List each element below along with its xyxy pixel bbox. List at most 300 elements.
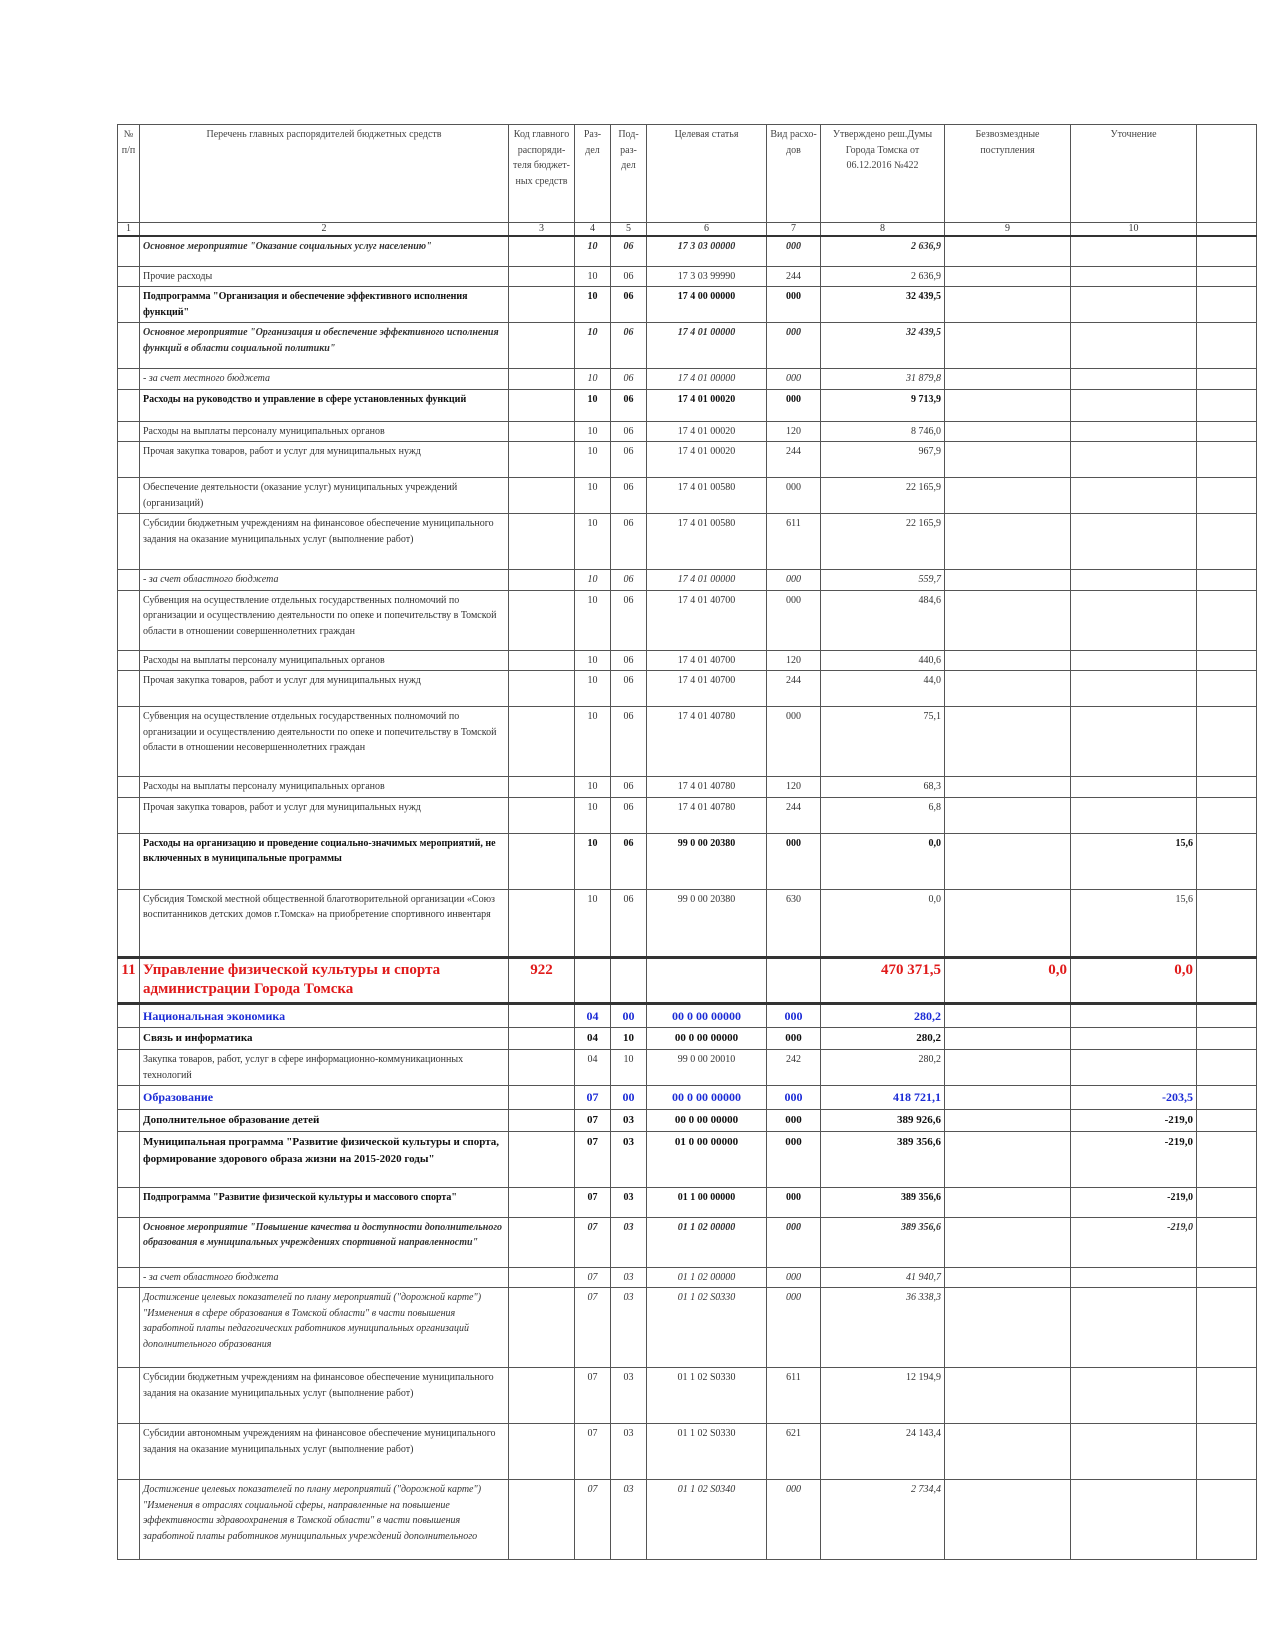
cell-cut [1197, 590, 1257, 650]
cell-num [118, 287, 140, 323]
table-row [118, 671, 1257, 707]
cell-adjust: -219,0 [1071, 1187, 1197, 1217]
cell-adjust [1071, 389, 1197, 421]
cell-cs: 00 0 00 00000 [647, 1028, 767, 1050]
cell-razdel: 07 [575, 1288, 611, 1368]
cell-gratis [945, 570, 1071, 591]
cell-num [118, 266, 140, 287]
cell-cs: 17 4 01 00000 [647, 570, 767, 591]
cell-gratis [945, 1368, 1071, 1424]
cell-vr: 120 [767, 421, 821, 442]
cell-num [118, 442, 140, 478]
cell-num [118, 1267, 140, 1288]
cell-code [509, 323, 575, 369]
cell-gratis [945, 889, 1071, 957]
cell-podrazdel: 03 [611, 1187, 647, 1217]
cell-cs: 17 4 01 00000 [647, 323, 767, 369]
cell-cs: 01 1 02 S0330 [647, 1424, 767, 1480]
cell-vr: 000 [767, 1109, 821, 1131]
cell-code [509, 421, 575, 442]
cell-approved: 44,0 [821, 671, 945, 707]
table-row [118, 369, 1257, 390]
cell-name: Муниципальная программа "Развитие физической культуры и спорта, формирование здорового образа жизни на 2015-2020 годы" [140, 1131, 509, 1187]
table-row [118, 389, 1257, 421]
cell-cs: 99 0 00 20010 [647, 1050, 767, 1086]
cell-cut [1197, 889, 1257, 957]
cell-adjust [1071, 266, 1197, 287]
cell-cut [1197, 369, 1257, 390]
table-row [118, 1424, 1257, 1480]
table-row [118, 287, 1257, 323]
cell-name: Прочие расходы [140, 266, 509, 287]
cell-name: Субсидии автономным учреждениям на финансовое обеспечение муниципального задания на оказание муниципальных услуг (выполнение работ) [140, 1424, 509, 1480]
cell-code [509, 1267, 575, 1288]
cell-razdel: 10 [575, 287, 611, 323]
cell-num [118, 236, 140, 266]
cell-adjust [1071, 570, 1197, 591]
cell-cs: 17 4 00 00000 [647, 287, 767, 323]
table-row [118, 1217, 1257, 1267]
cell-cut [1197, 287, 1257, 323]
cell-gratis [945, 389, 1071, 421]
table-row [118, 421, 1257, 442]
cell-razdel: 07 [575, 1368, 611, 1424]
cell-name: Субсидия Томской местной общественной благотворительной организации «Союз воспитанников детских домов г.Томска» на приобретение спортивного инвентаря [140, 889, 509, 957]
cell-adjust [1071, 797, 1197, 833]
cell-num [118, 590, 140, 650]
cell-gratis [945, 1288, 1071, 1368]
table-row [118, 1480, 1257, 1560]
cell-cs: 01 1 02 00000 [647, 1267, 767, 1288]
cell-adjust [1071, 369, 1197, 390]
cell-razdel: 10 [575, 797, 611, 833]
cell-podrazdel: 03 [611, 1288, 647, 1368]
cell-name: Достижение целевых показателей по плану мероприятий ("дорожной карте") "Изменения в сфере образования в Томской области" в части повышения заработной платы педагогических работников муниципальных организаций дополнительного образования [140, 1288, 509, 1368]
cell-razdel: 10 [575, 833, 611, 889]
cell-cs: 00 0 00 00000 [647, 1086, 767, 1110]
cell-cut [1197, 266, 1257, 287]
cell-razdel: 07 [575, 1424, 611, 1480]
cell-num [118, 707, 140, 777]
cell-approved: 75,1 [821, 707, 945, 777]
cell-vr: 000 [767, 707, 821, 777]
cell-cut [1197, 1187, 1257, 1217]
cell-num [118, 1003, 140, 1028]
cell-vr: 000 [767, 833, 821, 889]
cell-code: 922 [509, 957, 575, 1003]
cell-code [509, 650, 575, 671]
cell-cs: 17 4 01 40780 [647, 707, 767, 777]
cell-name: Субсидии бюджетным учреждениям на финансовое обеспечение муниципального задания на оказание муниципальных услуг (выполнение работ) [140, 1368, 509, 1424]
cell-razdel: 10 [575, 421, 611, 442]
cell-num [118, 1109, 140, 1131]
cell-approved: 559,7 [821, 570, 945, 591]
cell-cs: 17 4 01 40780 [647, 797, 767, 833]
cell-podrazdel: 06 [611, 797, 647, 833]
cell-cs: 17 4 01 00580 [647, 514, 767, 570]
cell-gratis [945, 1267, 1071, 1288]
cell-num [118, 1288, 140, 1368]
cell-podrazdel: 06 [611, 514, 647, 570]
cell-code [509, 514, 575, 570]
table-row [118, 777, 1257, 798]
table-row [118, 266, 1257, 287]
cell-approved: 2 636,9 [821, 266, 945, 287]
cell-code [509, 671, 575, 707]
cell-vr: 244 [767, 797, 821, 833]
cell-code [509, 287, 575, 323]
cell-vr: 244 [767, 671, 821, 707]
index-cell [1197, 223, 1257, 237]
cell-name: Достижение целевых показателей по плану мероприятий ("дорожной карте") "Изменения в отраслях социальной сферы, направленные на повышение эффективности здравоохранения в Томской области" в части повышения заработной платы работников муниципальных учреждений дополнительного [140, 1480, 509, 1560]
cell-adjust [1071, 287, 1197, 323]
cell-razdel: 07 [575, 1480, 611, 1560]
cell-name: Связь и информатика [140, 1028, 509, 1050]
table-row [118, 1109, 1257, 1131]
cell-adjust [1071, 1050, 1197, 1086]
cell-vr: 000 [767, 1086, 821, 1110]
cell-adjust [1071, 236, 1197, 266]
cell-cut [1197, 236, 1257, 266]
cell-cs: 17 3 03 99990 [647, 266, 767, 287]
cell-adjust [1071, 1028, 1197, 1050]
table-row [118, 957, 1257, 1003]
index-row [118, 223, 1257, 237]
cell-cut [1197, 1480, 1257, 1560]
cell-gratis [945, 707, 1071, 777]
cell-vr: 120 [767, 650, 821, 671]
cell-podrazdel: 03 [611, 1368, 647, 1424]
cell-code [509, 1368, 575, 1424]
cell-name: Основное мероприятие "Оказание социальных услуг населению" [140, 236, 509, 266]
cell-podrazdel: 03 [611, 1424, 647, 1480]
cell-code [509, 777, 575, 798]
cell-vr: 000 [767, 389, 821, 421]
cell-vr: 621 [767, 1424, 821, 1480]
cell-vr: 000 [767, 1187, 821, 1217]
cell-podrazdel: 06 [611, 777, 647, 798]
header-row [118, 125, 1257, 223]
cell-adjust: -219,0 [1071, 1131, 1197, 1187]
cell-adjust [1071, 514, 1197, 570]
cell-podrazdel: 06 [611, 590, 647, 650]
cell-num [118, 421, 140, 442]
cell-approved: 280,2 [821, 1003, 945, 1028]
cell-approved: 32 439,5 [821, 323, 945, 369]
cell-gratis [945, 1480, 1071, 1560]
cell-razdel: 10 [575, 369, 611, 390]
cell-podrazdel: 06 [611, 421, 647, 442]
cell-name: Субвенция на осуществление отдельных государственных полномочий по организации и осуществлению деятельности по опеке и попечительству в Томской области в отношении несовершеннолетних граждан [140, 707, 509, 777]
cell-vr: 000 [767, 287, 821, 323]
cell-gratis [945, 369, 1071, 390]
cell-approved: 470 371,5 [821, 957, 945, 1003]
cell-num [118, 889, 140, 957]
cell-gratis [945, 1131, 1071, 1187]
cell-podrazdel: 10 [611, 1050, 647, 1086]
table-row [118, 833, 1257, 889]
cell-approved: 389 356,6 [821, 1131, 945, 1187]
table-row [118, 707, 1257, 777]
cell-num [118, 797, 140, 833]
cell-gratis [945, 1187, 1071, 1217]
cell-adjust [1071, 478, 1197, 514]
cell-approved: 22 165,9 [821, 514, 945, 570]
header-podrazdel: Под-раз-дел [611, 125, 647, 223]
cell-podrazdel: 06 [611, 389, 647, 421]
cell-code [509, 266, 575, 287]
table-row [118, 570, 1257, 591]
cell-num [118, 1480, 140, 1560]
cell-vr: 630 [767, 889, 821, 957]
cell-cs: 17 4 01 00020 [647, 389, 767, 421]
cell-cs: 17 3 03 00000 [647, 236, 767, 266]
cell-code [509, 1003, 575, 1028]
cell-name: Прочая закупка товаров, работ и услуг для муниципальных нужд [140, 671, 509, 707]
cell-cs: 17 4 01 00000 [647, 369, 767, 390]
cell-code [509, 1480, 575, 1560]
cell-approved: 280,2 [821, 1050, 945, 1086]
cell-cut [1197, 514, 1257, 570]
cell-code [509, 1050, 575, 1086]
cell-num [118, 369, 140, 390]
cell-vr: 000 [767, 1003, 821, 1028]
cell-code [509, 478, 575, 514]
cell-podrazdel: 06 [611, 570, 647, 591]
cell-gratis [945, 442, 1071, 478]
cell-podrazdel: 06 [611, 442, 647, 478]
cell-code [509, 590, 575, 650]
cell-cut [1197, 323, 1257, 369]
cell-podrazdel: 06 [611, 671, 647, 707]
cell-adjust [1071, 1267, 1197, 1288]
cell-approved: 389 356,6 [821, 1217, 945, 1267]
cell-name: Основное мероприятие "Организация и обеспечение эффективного исполнения функций в области социальной политики" [140, 323, 509, 369]
cell-cut [1197, 442, 1257, 478]
cell-razdel: 10 [575, 478, 611, 514]
cell-approved: 36 338,3 [821, 1288, 945, 1368]
cell-approved: 32 439,5 [821, 287, 945, 323]
index-cell: 9 [945, 223, 1071, 237]
cell-gratis [945, 323, 1071, 369]
index-cell: 10 [1071, 223, 1197, 237]
cell-code [509, 833, 575, 889]
header-adjust: Уточнение [1071, 125, 1197, 223]
cell-razdel: 10 [575, 707, 611, 777]
cell-cs: 17 4 01 00020 [647, 442, 767, 478]
cell-code [509, 797, 575, 833]
cell-name: Образование [140, 1086, 509, 1110]
cell-num [118, 1187, 140, 1217]
cell-num [118, 1424, 140, 1480]
cell-adjust: -219,0 [1071, 1109, 1197, 1131]
index-cell: 5 [611, 223, 647, 237]
cell-podrazdel: 06 [611, 478, 647, 514]
cell-cut [1197, 777, 1257, 798]
header-name: Перечень главных распорядителей бюджетных средств [140, 125, 509, 223]
table-row [118, 478, 1257, 514]
cell-gratis [945, 287, 1071, 323]
index-cell: 7 [767, 223, 821, 237]
cell-adjust [1071, 1003, 1197, 1028]
cell-cs: 17 4 01 00020 [647, 421, 767, 442]
cell-approved: 389 356,6 [821, 1187, 945, 1217]
cell-razdel: 10 [575, 323, 611, 369]
cell-razdel: 07 [575, 1109, 611, 1131]
cell-name: Расходы на выплаты персоналу муниципальных органов [140, 777, 509, 798]
cell-cut [1197, 570, 1257, 591]
cell-approved: 967,9 [821, 442, 945, 478]
header-approved: Утверждено реш.Думы Города Томска от 06.12.2016 №422 [821, 125, 945, 223]
cell-name: Обеспечение деятельности (оказание услуг) муниципальных учреждений (организаций) [140, 478, 509, 514]
cell-code [509, 236, 575, 266]
cell-code [509, 442, 575, 478]
header-cs: Целевая статья [647, 125, 767, 223]
table-row [118, 1187, 1257, 1217]
cell-adjust: 15,6 [1071, 889, 1197, 957]
cell-name: Расходы на выплаты персоналу муниципальных органов [140, 421, 509, 442]
cell-cut [1197, 1267, 1257, 1288]
cell-vr: 244 [767, 442, 821, 478]
table-row [118, 1288, 1257, 1368]
cell-cs: 01 1 02 S0330 [647, 1368, 767, 1424]
cell-num [118, 777, 140, 798]
cell-razdel: 04 [575, 1050, 611, 1086]
cell-razdel: 04 [575, 1003, 611, 1028]
cell-code [509, 1288, 575, 1368]
cell-name: Дополнительное образование детей [140, 1109, 509, 1131]
cell-cs: 99 0 00 20380 [647, 889, 767, 957]
cell-vr: 000 [767, 1480, 821, 1560]
table-row [118, 1131, 1257, 1187]
cell-gratis [945, 650, 1071, 671]
cell-razdel: 07 [575, 1267, 611, 1288]
index-cell: 2 [140, 223, 509, 237]
cell-approved: 2 636,9 [821, 236, 945, 266]
cell-approved: 6,8 [821, 797, 945, 833]
cell-num [118, 1131, 140, 1187]
cell-razdel: 10 [575, 266, 611, 287]
cell-gratis [945, 514, 1071, 570]
cell-cut [1197, 389, 1257, 421]
cell-code [509, 389, 575, 421]
cell-code [509, 369, 575, 390]
cell-cut [1197, 1003, 1257, 1028]
cell-razdel: 07 [575, 1217, 611, 1267]
cell-approved: 8 746,0 [821, 421, 945, 442]
cell-vr: 611 [767, 514, 821, 570]
cell-gratis [945, 1109, 1071, 1131]
cell-vr: 000 [767, 1288, 821, 1368]
cell-name: Подпрограмма "Развитие физической культуры и массового спорта" [140, 1187, 509, 1217]
cell-gratis [945, 671, 1071, 707]
cell-cs: 01 1 02 S0340 [647, 1480, 767, 1560]
header-razdel: Раз-дел [575, 125, 611, 223]
table-row [118, 1086, 1257, 1110]
cell-gratis [945, 266, 1071, 287]
cell-adjust [1071, 421, 1197, 442]
cell-cs: 01 1 02 00000 [647, 1217, 767, 1267]
cell-podrazdel: 03 [611, 1480, 647, 1560]
cell-podrazdel: 06 [611, 650, 647, 671]
cell-approved: 68,3 [821, 777, 945, 798]
cell-approved: 389 926,6 [821, 1109, 945, 1131]
cell-podrazdel: 06 [611, 369, 647, 390]
cell-num [118, 833, 140, 889]
cell-cs: 17 4 01 40700 [647, 671, 767, 707]
cell-gratis [945, 1050, 1071, 1086]
cell-adjust: -219,0 [1071, 1217, 1197, 1267]
cell-vr: 000 [767, 1131, 821, 1187]
cell-cut [1197, 650, 1257, 671]
cell-adjust [1071, 323, 1197, 369]
cell-podrazdel: 00 [611, 1003, 647, 1028]
cell-razdel: 10 [575, 570, 611, 591]
cell-gratis [945, 478, 1071, 514]
table-row [118, 1368, 1257, 1424]
cell-num [118, 671, 140, 707]
cell-num [118, 389, 140, 421]
cell-vr: 000 [767, 478, 821, 514]
cell-cut [1197, 1131, 1257, 1187]
cell-adjust: -203,5 [1071, 1086, 1197, 1110]
cell-razdel: 10 [575, 889, 611, 957]
cell-razdel: 10 [575, 389, 611, 421]
cell-code [509, 1131, 575, 1187]
cell-adjust: 15,6 [1071, 833, 1197, 889]
cell-code [509, 1187, 575, 1217]
cell-approved: 0,0 [821, 833, 945, 889]
table-row [118, 514, 1257, 570]
cell-gratis [945, 590, 1071, 650]
header-gratis: Безвозмездные поступления [945, 125, 1071, 223]
table-row [118, 1050, 1257, 1086]
cell-cs: 99 0 00 20380 [647, 833, 767, 889]
cell-code [509, 1217, 575, 1267]
cell-adjust: 0,0 [1071, 957, 1197, 1003]
cell-name: Закупка товаров, работ, услуг в сфере информационно-коммуникационных технологий [140, 1050, 509, 1086]
cell-vr: 120 [767, 777, 821, 798]
cell-name: - за счет областного бюджета [140, 1267, 509, 1288]
cell-cut [1197, 1288, 1257, 1368]
cell-code [509, 707, 575, 777]
cell-name: Прочая закупка товаров, работ и услуг для муниципальных нужд [140, 442, 509, 478]
cell-approved: 41 940,7 [821, 1267, 945, 1288]
cell-gratis [945, 1028, 1071, 1050]
cell-approved: 12 194,9 [821, 1368, 945, 1424]
header-num: № п/п [118, 125, 140, 223]
cell-cut [1197, 707, 1257, 777]
cell-cut [1197, 1368, 1257, 1424]
cell-code [509, 1086, 575, 1110]
cell-razdel: 04 [575, 1028, 611, 1050]
header-cut [1197, 125, 1257, 223]
cell-gratis [945, 1003, 1071, 1028]
cell-vr: 611 [767, 1368, 821, 1424]
cell-podrazdel: 06 [611, 889, 647, 957]
cell-adjust [1071, 442, 1197, 478]
cell-cut [1197, 1050, 1257, 1086]
cell-adjust [1071, 1368, 1197, 1424]
cell-cut [1197, 478, 1257, 514]
cell-adjust [1071, 590, 1197, 650]
cell-adjust [1071, 671, 1197, 707]
cell-vr: 000 [767, 323, 821, 369]
cell-podrazdel: 06 [611, 266, 647, 287]
cell-vr: 000 [767, 1217, 821, 1267]
cell-razdel: 10 [575, 650, 611, 671]
cell-gratis [945, 833, 1071, 889]
